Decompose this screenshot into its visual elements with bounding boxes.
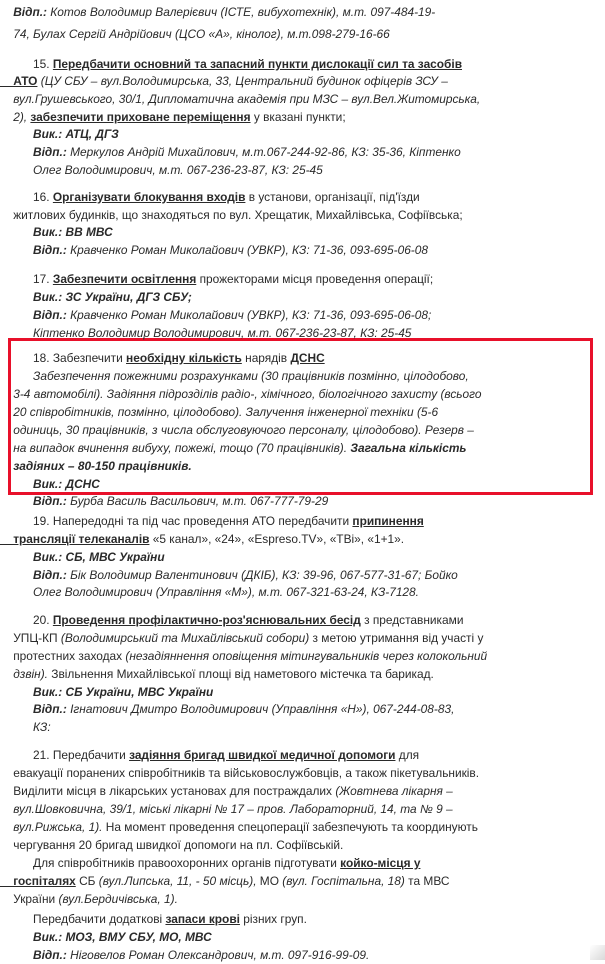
text-line — [0, 783, 453, 800]
text-run: 2), — [0, 110, 28, 124]
text-line — [0, 873, 449, 890]
text-run: «5 канал», «24», «Espreso.TV», «ТВі», «1+1». — [149, 532, 405, 546]
text-run: Вик.: СБ України, МВС України — [0, 685, 214, 699]
text-run: Передбачити додаткові — [0, 912, 166, 926]
text-run: та МВС — [404, 874, 450, 888]
text-line — [0, 666, 434, 683]
text-run: Для співробітників правоохоронних органів підготувати — [0, 856, 341, 870]
text-line — [0, 109, 346, 126]
text-run: протестних заходах — [0, 649, 126, 663]
text-run: запаси крові — [165, 912, 240, 926]
text-run: (вул.Бердичівська, 1). — [58, 892, 178, 906]
text-line — [0, 630, 483, 647]
text-run: Бурба Василь Васильович, м.т. 067-777-79-29 — [66, 494, 329, 508]
text-run: МО — [256, 874, 283, 888]
text-run: дзвін). — [0, 667, 48, 681]
text-line — [0, 701, 454, 718]
text-run: Звільнення Михайлівської площі від наметового містечка та барикад. — [47, 667, 434, 681]
page-corner-fold — [590, 945, 605, 960]
text-line — [0, 350, 325, 367]
text-run: необхідну кількість — [126, 351, 242, 365]
text-run: Проведення профілактично-роз'яснювальних бесід — [52, 613, 361, 627]
text-line — [0, 648, 487, 665]
text-run: 18. Забезпечити — [0, 351, 127, 365]
text-run: житлових будинків, що знаходяться по вул. Хрещатик, Михайлівська, Софіївська; — [0, 208, 463, 222]
text-line — [0, 513, 424, 530]
text-run: у вказані пункти; — [250, 110, 346, 124]
text-run: трансляції телеканалів — [0, 532, 150, 546]
text-run: Кравченко Роман Миколайович (УВКР), КЗ: 71-36, 093-695-06-08 — [66, 243, 428, 257]
text-run: Забезпечення пожежними розрахунками (30 працівників позмінно, цілодобово, — [0, 369, 469, 383]
text-line — [0, 224, 113, 241]
text-line — [0, 26, 390, 43]
text-run: нарядів — [241, 351, 291, 365]
text-run: Відп.: — [0, 308, 67, 322]
text-run: Відп.: — [0, 568, 67, 582]
text-run: (незадіяннення оповіщення мітингувальників через колокольний — [125, 649, 488, 663]
text-run: Відп.: — [0, 145, 67, 159]
text-run: Олег Володимирович, м.т. 067-236-23-87, КЗ: 25-45 — [0, 163, 323, 177]
text-run: Ігнатович Дмитро Володимирович (Управління «Н»), 067-244-08-83, — [66, 702, 455, 716]
text-line — [0, 307, 431, 324]
text-run: (вул. Госпітальна, 18) — [282, 874, 405, 888]
text-line — [0, 819, 478, 836]
text-run: задіяння бригад швидкої медичної допомоги — [129, 748, 396, 762]
text-run: СБ — [75, 874, 99, 888]
text-run: прожекторами місця проведення операції; — [196, 272, 434, 286]
text-line — [0, 242, 428, 259]
text-run: Олег Володимирович (Управління «М»), м.т. 067-321-63-24, КЗ-7128. — [0, 585, 419, 599]
text-run: 3-4 автомобілі). Задіяння підрозділів радіо-, хімічного, біологічного захисту (всього — [0, 387, 482, 401]
text-line — [0, 837, 343, 854]
text-line — [0, 929, 212, 946]
text-line — [0, 476, 100, 493]
text-run: забезпечити приховане переміщення — [30, 110, 251, 124]
text-line — [0, 189, 420, 206]
text-run: чергування 20 бригад швидкої допомоги на пл. Софіївській. — [0, 838, 344, 852]
text-run: 21. Передбачити — [0, 748, 130, 762]
text-run: Відп.: — [0, 948, 67, 962]
text-line — [0, 73, 448, 90]
text-line — [0, 422, 474, 439]
text-run — [0, 5, 13, 19]
text-run: Вик.: ВВ МВС — [0, 225, 113, 239]
text-run: ДСНС — [290, 351, 325, 365]
text-line — [0, 549, 165, 566]
text-line — [0, 162, 323, 179]
text-run: КЗ: — [0, 720, 51, 734]
text-run: Меркулов Андрій Михайлович, м.т.067-244-92-86, КЗ: 35-36, Кіптенко — [66, 145, 461, 159]
text-run: 16. — [0, 190, 53, 204]
text-run: для — [395, 748, 420, 762]
text-run: вул.Рижська, 1). — [0, 820, 103, 834]
text-line — [0, 56, 462, 73]
text-line — [0, 531, 404, 548]
text-run: Загальна кількість — [350, 441, 467, 455]
text-line — [0, 91, 480, 108]
text-run: Кравченко Роман Миколайович (УВКР), КЗ: 71-36, 093-695-06-08; — [66, 308, 432, 322]
text-run: (ЦУ СБУ – вул.Володимирська, 33, Центральний будинок офіцерів ЗСУ – — [37, 74, 448, 88]
text-run: Ніговелов Роман Олександрович, м.т. 097-916-99-09. — [66, 948, 370, 962]
text-run: Кіптенко Володимир Володимирович, м.т. 067-236-23-87, КЗ: 25-45 — [0, 326, 412, 340]
text-line — [0, 947, 369, 964]
text-run: (Жовтнева лікарня – — [335, 784, 453, 798]
text-run: УПЦ-КП — [0, 631, 61, 645]
text-run: Котов Володимир Валерієвич (ІСТЕ, вибухотехнік), м.т. 097-484-19- — [47, 5, 436, 19]
text-line — [0, 440, 466, 457]
text-run: Бік Володимир Валентинович (ДКІБ), КЗ: 39-96, 067-577-31-67; Бойко — [66, 568, 458, 582]
text-line — [0, 493, 328, 510]
text-line — [0, 747, 419, 764]
text-run: з метою утримання від участі у — [309, 631, 484, 645]
text-line — [0, 855, 420, 872]
text-run: Виділити місця в лікарських установах для постраждалих — [0, 784, 336, 798]
text-run: Відп.: — [0, 702, 67, 716]
text-run: Передбачити основний та запасний пункти дислокації сил та засобів — [52, 57, 463, 71]
text-run: різних груп. — [239, 912, 307, 926]
text-line — [0, 289, 192, 306]
text-line — [0, 386, 482, 403]
text-line — [0, 584, 419, 601]
text-run: 20. — [0, 613, 53, 627]
text-line — [0, 126, 119, 143]
text-run: Забезпечити освітлення — [52, 272, 197, 286]
text-run: госпіталях — [0, 874, 76, 888]
text-run: припинення — [352, 514, 424, 528]
text-run: койко-місця у — [340, 856, 421, 870]
text-line — [0, 144, 461, 161]
text-line — [0, 911, 307, 928]
text-line — [0, 458, 192, 475]
text-run: (Володимирський та Михайлівський собори) — [60, 631, 310, 645]
text-run: евакуації поранених співробітників та військовослужбовців, а також пікетувальників. — [0, 766, 480, 780]
text-line — [0, 801, 453, 818]
text-line — [0, 567, 458, 584]
text-run: На момент проведення спецоперації забезпечують та координують — [102, 820, 478, 834]
text-run: Відп.: — [13, 5, 47, 19]
text-line — [0, 271, 433, 288]
text-line — [0, 207, 463, 224]
text-run: Вик.: ЗС України, ДГЗ СБУ; — [0, 290, 192, 304]
text-run: Вик.: АТЦ, ДГЗ — [0, 127, 119, 141]
text-line — [0, 404, 438, 421]
text-run: 20 співробітників, позмінно, цілодобово). Залучення інженерної техніки (5-6 — [0, 405, 439, 419]
text-run: Вик.: МОЗ, ВМУ СБУ, МО, МВС — [0, 930, 212, 944]
text-run: задіяних – 80-150 працівників. — [0, 459, 192, 473]
text-line — [0, 368, 469, 385]
text-line — [0, 684, 213, 701]
text-run: 19. Напередодні та під час проведення АТО передбачити — [0, 514, 353, 528]
text-run: 74, Булах Сергій Андрійович (ЦСО «А», кінолог), м.т.098-279-16-66 — [0, 27, 390, 41]
text-run: вул.Шовковична, 39/1, міські лікарні № 17 – пров. Лабораторний, 14, та № 9 – — [0, 802, 453, 816]
text-line — [0, 765, 479, 782]
text-run: 17. — [0, 272, 53, 286]
text-line — [0, 325, 411, 342]
text-run: з представниками — [360, 613, 464, 627]
text-run: одиниць, 30 працівників, з числа обслуговуючого персоналу, цілодобово). Резерв – — [0, 423, 474, 437]
text-line — [0, 4, 435, 21]
text-run: (вул.Липська, 11, - 50 місць), — [98, 874, 257, 888]
text-run: АТО — [0, 74, 38, 88]
text-run: Відп.: — [0, 243, 67, 257]
text-line — [0, 719, 51, 736]
text-run: Відп.: — [0, 494, 67, 508]
text-run: в установи, організації, під'їзди — [245, 190, 420, 204]
text-run: 15. — [0, 57, 53, 71]
text-line — [0, 612, 463, 629]
text-run: Організувати блокування входів — [52, 190, 246, 204]
text-run: Вик.: ДСНС — [0, 477, 100, 491]
text-run: Вик.: СБ, МВС України — [0, 550, 165, 564]
text-run: України — [0, 892, 59, 906]
text-run: на випадок вчинення вибуху, пожежі, тощо (70 працівників). — [0, 441, 351, 455]
text-line — [0, 891, 178, 908]
text-run: вул.Грушевського, 30/1, Дипломатична академія при МЗС – вул.Вел.Житомирська, — [0, 92, 481, 106]
